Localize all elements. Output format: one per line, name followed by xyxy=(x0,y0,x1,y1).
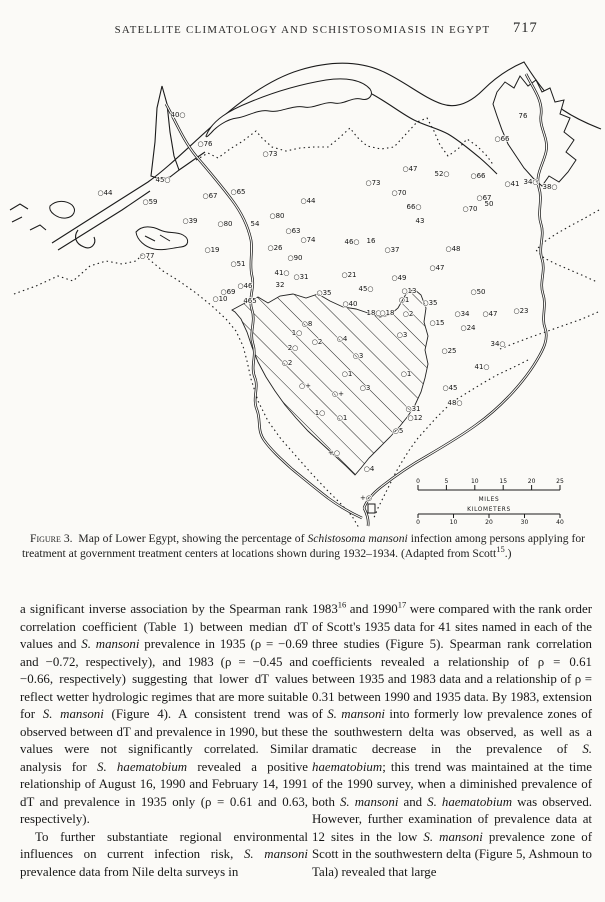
svg-text:0: 0 xyxy=(416,478,420,485)
svg-text:45○: 45○ xyxy=(155,176,171,184)
svg-text:0: 0 xyxy=(416,519,420,526)
svg-text:18○: 18○ xyxy=(366,309,382,317)
svg-text:○69: ○69 xyxy=(220,288,236,296)
svg-text:○80: ○80 xyxy=(269,212,285,220)
svg-text:20: 20 xyxy=(485,519,493,526)
svg-text:32: 32 xyxy=(275,281,285,289)
svg-text:○23: ○23 xyxy=(513,307,529,315)
svg-text:○51: ○51 xyxy=(230,260,246,268)
body-column-right xyxy=(312,601,592,881)
svg-text:○19: ○19 xyxy=(204,246,220,254)
svg-text:○3: ○3 xyxy=(352,352,364,360)
svg-text:○21: ○21 xyxy=(341,271,357,279)
figure-map-lower-egypt xyxy=(0,60,605,527)
svg-text:46○: 46○ xyxy=(344,238,360,246)
svg-text:○73: ○73 xyxy=(262,150,278,158)
svg-text:○3: ○3 xyxy=(359,384,371,392)
svg-text:○74: ○74 xyxy=(300,236,316,244)
svg-text:465: 465 xyxy=(243,297,257,305)
body-column-left xyxy=(20,601,308,881)
lake-burullus xyxy=(206,79,371,137)
running-head: SATELLITE CLIMATOLOGY AND SCHISTOSOMIASIS IN EGYPT xyxy=(114,24,491,36)
svg-text:○2: ○2 xyxy=(281,359,293,367)
svg-text:○45: ○45 xyxy=(442,384,458,392)
svg-text:○44: ○44 xyxy=(97,189,113,197)
svg-text:○90: ○90 xyxy=(287,254,303,262)
lake-idku xyxy=(50,201,75,218)
svg-text:○2: ○2 xyxy=(311,338,323,346)
svg-text:50: 50 xyxy=(484,200,494,208)
svg-text:○63: ○63 xyxy=(285,227,301,235)
svg-text:○1: ○1 xyxy=(336,414,348,422)
svg-text:○37: ○37 xyxy=(384,246,400,254)
hatched-zone xyxy=(232,289,428,475)
svg-text:54: 54 xyxy=(250,220,260,228)
svg-text:○31: ○31 xyxy=(293,273,309,281)
svg-text:34○: 34○ xyxy=(523,178,539,186)
svg-text:48○: 48○ xyxy=(447,399,463,407)
svg-text:25: 25 xyxy=(556,478,564,485)
svg-text:41○: 41○ xyxy=(274,269,290,277)
svg-text:15: 15 xyxy=(499,478,508,485)
svg-text:40○: 40○ xyxy=(170,111,186,119)
svg-text:+○: +○ xyxy=(328,449,340,457)
svg-text:16: 16 xyxy=(366,237,376,245)
svg-text:○70: ○70 xyxy=(462,205,478,213)
cairo-marker xyxy=(368,504,375,513)
svg-text:○4: ○4 xyxy=(336,335,348,343)
svg-text:5: 5 xyxy=(444,478,449,485)
svg-text:○+: ○+ xyxy=(299,382,311,390)
svg-text:○26: ○26 xyxy=(267,244,283,252)
svg-text:66○: 66○ xyxy=(406,203,422,211)
svg-text:20: 20 xyxy=(527,478,536,485)
svg-text:○+: ○+ xyxy=(332,390,344,398)
svg-text:+○: +○ xyxy=(360,494,372,502)
lakes xyxy=(50,76,576,250)
scale-bar xyxy=(418,490,560,514)
svg-text:○35: ○35 xyxy=(422,299,438,307)
page-number: 717 xyxy=(513,20,538,36)
svg-text:41○: 41○ xyxy=(474,363,490,371)
svg-text:○1: ○1 xyxy=(400,370,412,378)
svg-text:○44: ○44 xyxy=(300,197,316,205)
svg-text:○1: ○1 xyxy=(341,370,353,378)
svg-text:34○: 34○ xyxy=(490,340,506,348)
svg-text:○40: ○40 xyxy=(342,300,358,308)
svg-text:45○: 45○ xyxy=(358,285,374,293)
svg-text:○2: ○2 xyxy=(402,310,414,318)
svg-text:○67: ○67 xyxy=(202,192,218,200)
svg-text:○12: ○12 xyxy=(407,414,423,422)
map-svg xyxy=(0,60,605,527)
lake-mariout xyxy=(136,227,188,250)
svg-text:○25: ○25 xyxy=(441,347,457,355)
svg-text:○18: ○18 xyxy=(379,309,395,317)
svg-text:○46: ○46 xyxy=(237,282,253,290)
svg-text:○48: ○48 xyxy=(445,245,461,253)
svg-text:○41: ○41 xyxy=(504,180,520,188)
svg-text:○15: ○15 xyxy=(429,319,445,327)
svg-text:○1: ○1 xyxy=(398,296,410,304)
svg-text:76: 76 xyxy=(518,112,528,120)
svg-text:10: 10 xyxy=(449,519,458,526)
svg-text:○31: ○31 xyxy=(405,405,421,413)
svg-text:○65: ○65 xyxy=(230,188,246,196)
svg-text:○59: ○59 xyxy=(142,198,158,206)
svg-text:○80: ○80 xyxy=(217,220,233,228)
svg-text:○50: ○50 xyxy=(470,288,486,296)
svg-text:○4: ○4 xyxy=(363,465,375,473)
svg-text:○3: ○3 xyxy=(396,331,408,339)
svg-text:40: 40 xyxy=(556,519,564,526)
svg-text:○76: ○76 xyxy=(197,140,213,148)
svg-text:2○: 2○ xyxy=(287,344,299,352)
scale-miles-label: MILES xyxy=(478,497,500,503)
scale-km-ticks xyxy=(416,514,564,526)
svg-text:30: 30 xyxy=(520,519,529,526)
svg-text:1○: 1○ xyxy=(291,329,303,337)
svg-text:○77: ○77 xyxy=(139,252,155,260)
scale-km-label: KILOMETERS xyxy=(467,507,511,513)
svg-text:○67: ○67 xyxy=(476,194,492,202)
svg-text:○35: ○35 xyxy=(316,289,332,297)
svg-text:○24: ○24 xyxy=(460,324,476,332)
lake-manzala xyxy=(493,76,576,186)
svg-text:10: 10 xyxy=(470,478,479,485)
svg-text:○10: ○10 xyxy=(212,295,228,303)
svg-text:○66: ○66 xyxy=(470,172,486,180)
svg-text:○47: ○47 xyxy=(482,310,498,318)
body-paragraph: To further substantiate regional environmental influences on current infection risk, S. mansoni prevalence data from Nile delta surveys in xyxy=(20,829,308,879)
svg-text:38○: 38○ xyxy=(542,183,558,191)
body-paragraph: a significant inverse association by the Spearman rank correlation coefficient (Table 1) between median dT values and S. mansoni prevalence in 1935 (ρ = −0.69 and −0.72, respectively), and 1983 (ρ = −0.45 and −0.66, respectively) suggesting that lower dT values reflect wetter hydrologic regimes that are more suitable for S. mansoni (Figure 4). A consistent trend was observed between dT and prevalence in 1990, but these values were not significantly correlated. Similar analysis for S. haematobium revealed a positive relationship of August 16, 1990 and February 14, 1991 dT and prevalence in 1935 only (ρ = 0.61 and 0.63, respectively). xyxy=(20,602,308,826)
svg-text:○49: ○49 xyxy=(391,274,407,282)
svg-text:○70: ○70 xyxy=(391,189,407,197)
svg-text:○73: ○73 xyxy=(365,179,381,187)
svg-text:○5: ○5 xyxy=(392,427,404,435)
svg-text:43: 43 xyxy=(415,217,425,225)
figure-caption: Figure 3. Map of Lower Egypt, showing the percentage of Schistosoma mansoni infection among persons applying for treatment at government treatment centers at locations shown during 1932–1934. (Adapted from Scott$^{15}$.) xyxy=(22,532,586,561)
svg-text:1○: 1○ xyxy=(314,409,326,417)
svg-text:○39: ○39 xyxy=(182,217,198,225)
svg-text:○13: ○13 xyxy=(401,287,417,295)
svg-text:○47: ○47 xyxy=(402,165,418,173)
scale-miles-ticks xyxy=(416,478,564,490)
svg-text:○8: ○8 xyxy=(301,320,313,328)
svg-text:○47: ○47 xyxy=(429,264,445,272)
svg-text:○34: ○34 xyxy=(454,310,470,318)
svg-text:○66: ○66 xyxy=(494,135,510,143)
svg-text:52○: 52○ xyxy=(434,170,450,178)
body-paragraph: 1983$^{16}$ and 1990$^{17}$ were compared with the rank order of Scott's 1935 data for 41 sites named in each of the three studies (Figure 5). Spearman rank correlation coefficients revealed a relationship of ρ = 0.61 between 1935 and 1983 data and a relationship of ρ = 0.31 between 1990 and 1935 data. By 1983, extension of S. mansoni into formerly low prevalence zones of the southwestern delta was observed, as well as a dramatic decrease in the prevalence of S. haematobium; this trend was maintained at the time of the 1990 survey, when a diminished prevalence of both S. mansoni and S. haematobium was observed. However, further examination of prevalence data at 12 sites in the low S. mansoni prevalence zone of Scott in the southwestern delta (Figure 5, Ashmoun to Tala) revealed that large xyxy=(312,599,593,879)
